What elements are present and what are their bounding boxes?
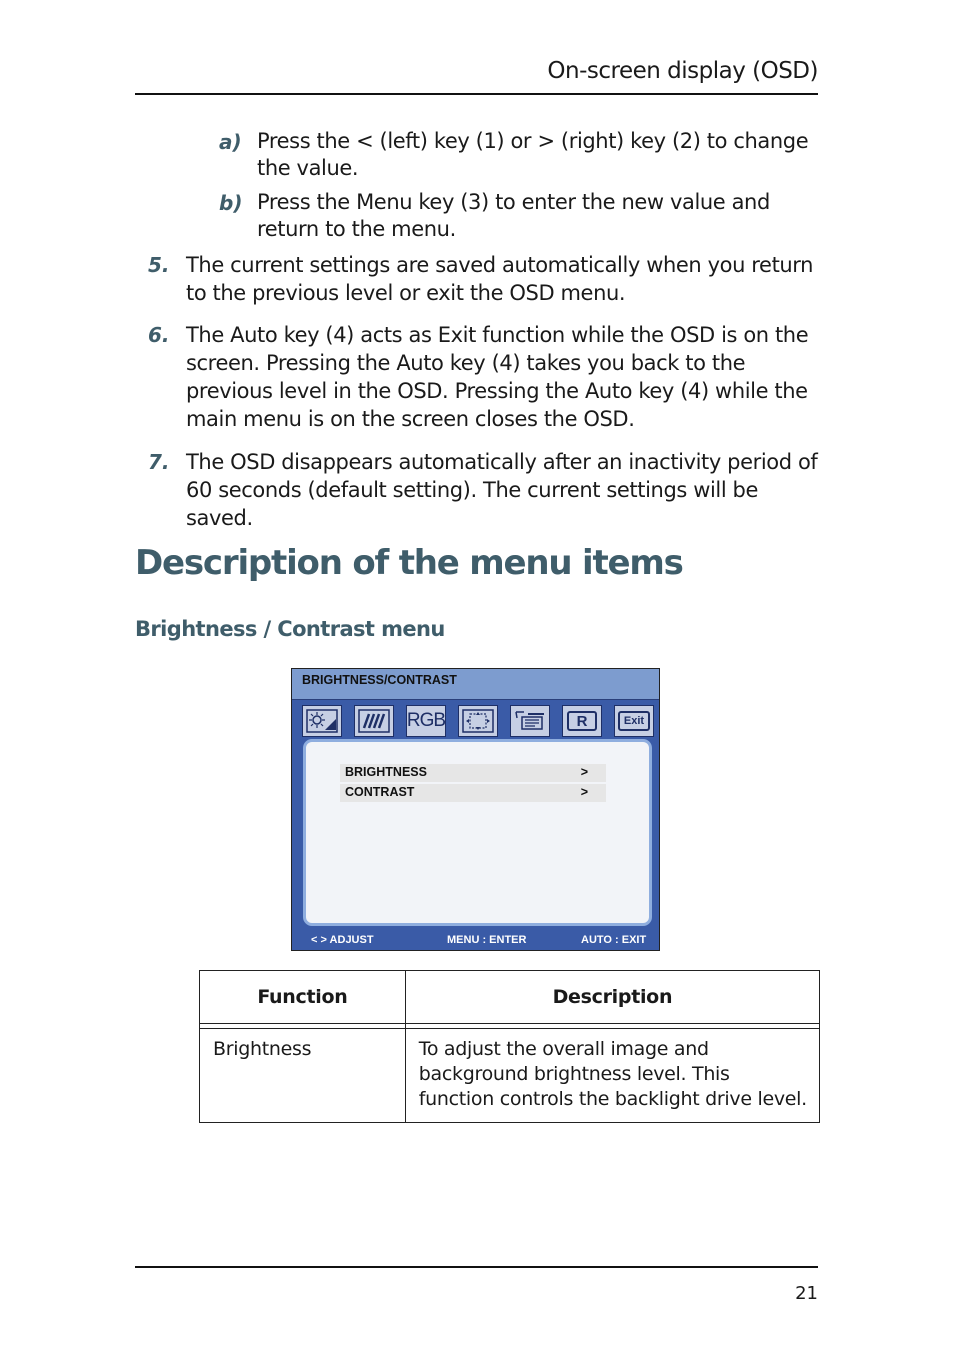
table-row	[200, 1029, 820, 1123]
sub-step-text: Press the < (left) key (1) or > (right) key (2) to change the value.	[257, 129, 809, 180]
page-number: 21	[795, 1283, 818, 1304]
rgb-color-icon	[406, 705, 446, 737]
step-text: The OSD disappears automatically after an inactivity period of 60 seconds (default setting). The current settings will be saved.	[186, 450, 818, 530]
reset-icon-label: R	[576, 712, 588, 730]
sub-step-text: Press the Menu key (3) to enter the new value and return to the menu.	[257, 190, 770, 241]
function-table	[199, 970, 820, 1123]
osd-item-brightness	[340, 764, 606, 782]
rgb-icon-label: RGB	[406, 710, 446, 731]
osd-menu-panel	[303, 739, 652, 926]
osd-footer-adjust: < > ADJUST	[311, 934, 374, 946]
step-text: The Auto key (4) acts as Exit function while the OSD is on the screen. Pressing the Auto key (4) takes you back to the previous level in the OSD. Pressing the Auto key (4) while the main menu is on the screen closes the OSD.	[186, 323, 809, 431]
osd-title-bar	[292, 669, 659, 700]
sub-step-marker: b)	[219, 191, 243, 215]
footer-rule	[135, 1266, 818, 1268]
osd-screenshot	[291, 668, 660, 951]
osd-footer-enter: MENU : ENTER	[447, 934, 527, 946]
table-header-function: Function	[200, 971, 406, 1024]
osd-item-contrast	[340, 784, 606, 802]
header-title: On-screen display (OSD)	[547, 58, 818, 84]
osd-item-label: BRIGHTNESS	[345, 765, 427, 779]
osd-item-arrow: >	[580, 765, 588, 779]
step-text: The current settings are saved automatically when you return to the previous level or exit the OSD menu.	[186, 253, 814, 305]
osd-settings-icon	[510, 705, 550, 737]
step-marker: 7.	[148, 450, 170, 474]
step-marker: 6.	[148, 323, 170, 347]
geometry-position-icon	[458, 705, 498, 737]
exit-icon-label: Exit	[623, 715, 645, 727]
subsection-title: Brightness / Contrast menu	[135, 617, 445, 641]
brightness-contrast-icon	[302, 705, 342, 737]
table-header-description: Description	[405, 971, 819, 1024]
table-cell-description: To adjust the overall image and background brightness level. This function controls the backlight drive level.	[405, 1029, 819, 1123]
reset-icon	[562, 705, 602, 737]
header-rule	[135, 93, 818, 95]
osd-item-label: CONTRAST	[345, 785, 415, 799]
table-header-row	[200, 971, 820, 1024]
exit-icon	[614, 705, 654, 737]
section-title: Description of the menu items	[135, 543, 683, 583]
step-marker: 5.	[148, 253, 170, 277]
osd-footer-exit: AUTO : EXIT	[581, 934, 647, 946]
sub-step-marker: a)	[219, 130, 242, 154]
table-cell-function: Brightness	[200, 1029, 406, 1123]
image-settings-icon	[354, 705, 394, 737]
osd-title: BRIGHTNESS/CONTRAST	[302, 673, 457, 687]
osd-item-arrow: >	[580, 785, 588, 799]
